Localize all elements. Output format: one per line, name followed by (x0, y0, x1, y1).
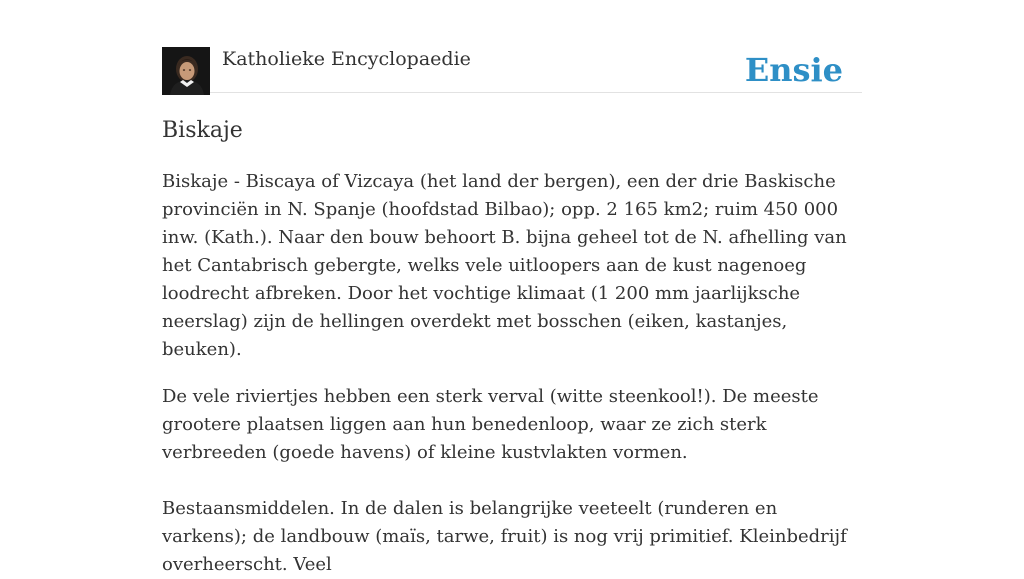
portrait-avatar-icon[interactable] (162, 47, 210, 95)
site-name[interactable]: Katholieke Encyclopaedie (222, 48, 471, 70)
article-body (162, 168, 862, 579)
article-paragraph: De vele riviertjes hebben een sterk verval (witte steenkool!). De meeste grootere plaatsen liggen aan hun benedenloop, waar ze zich sterk verbreeden (goede havens) of kleine kustvlakten vormen. (162, 386, 819, 463)
article-paragraph: Biskaje - Biscaya of Vizcaya (het land der bergen), een der drie Baskische provinciën in N. Spanje (hoofdstad Bilbao); opp. 2 165 km2; ruim 450 000 inw. (Kath.). Naar den bouw behoort B. bijna geheel tot de N. afhelling van het Cantabrisch gebergte, welks vele uitloopers aan de kust nagenoeg loodrecht afbreken. Door het vochtige klimaat (1 200 mm jaarlijksche neerslag) zijn de hellingen overdekt met bosschen (eiken, kastanjes, beuken). (162, 171, 847, 360)
page-title: Biskaje (162, 118, 243, 143)
brand-logo-link[interactable]: Ensie (744, 51, 843, 89)
site-header (162, 44, 862, 93)
article-paragraph: Bestaansmiddelen. In de dalen is belangrijke veeteelt (runderen en varkens); de landbouw (maïs, tarwe, fruit) is nog vrij primitief. Kleinbedrijf overheerscht. Veel (162, 498, 847, 575)
